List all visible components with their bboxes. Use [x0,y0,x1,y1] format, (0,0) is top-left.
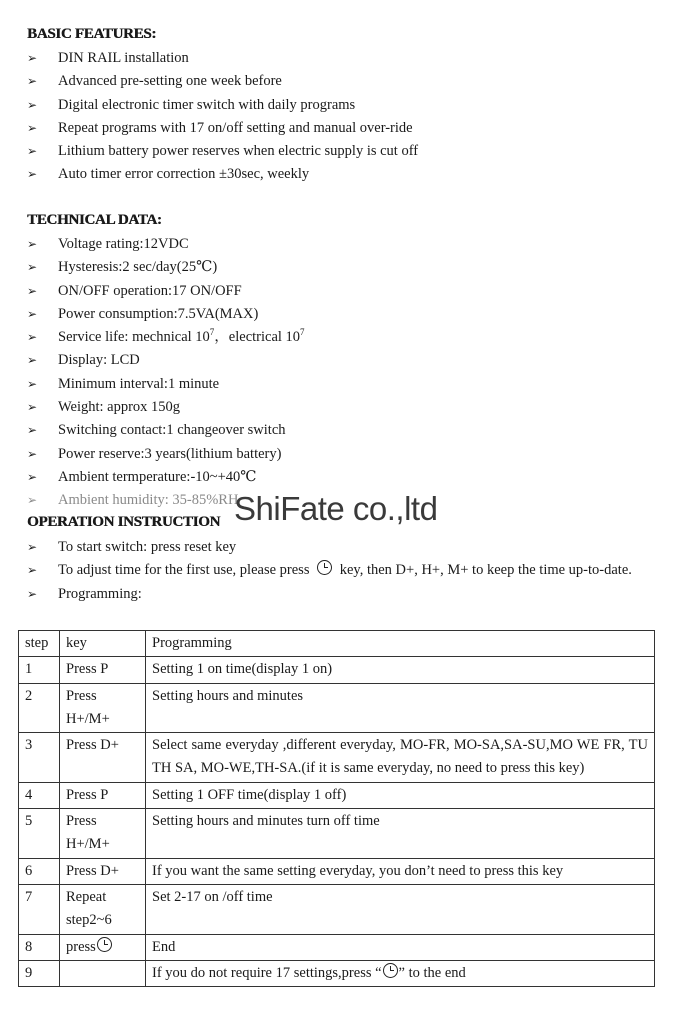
clock-icon [97,937,112,952]
list-item: ➢ Auto timer error correction ±30sec, weekly [27,163,657,186]
table-row: 4 Press P Setting 1 OFF time(display 1 off) [19,782,655,808]
clock-icon [383,963,398,978]
basic-features-heading: BASIC FEATURES: [27,26,156,42]
table-row: 8 press End [19,934,655,960]
table-row: 7 Repeat step2~6 Set 2-17 on /off time [19,884,655,934]
arrow-bullet-icon: ➢ [27,97,38,112]
list-item: ➢ Programming: [27,583,657,606]
technical-data-heading: TECHNICAL DATA: [27,212,162,228]
arrow-bullet-icon: ➢ [27,353,38,368]
table-row: 1 Press P Setting 1 on time(display 1 on) [19,657,655,683]
list-item: ➢ Lithium battery power reserves when electric supply is cut off [27,140,657,163]
arrow-bullet-icon: ➢ [27,144,38,159]
table-row: 2 Press H+/M+ Setting hours and minutes [19,683,655,733]
arrow-bullet-icon: ➢ [27,260,38,275]
list-item: ➢ Power reserve:3 years(lithium battery) [27,443,657,466]
list-item: ➢ Display: LCD [27,349,657,372]
list-item: ➢ Switching contact:1 changeover switch [27,419,657,442]
arrow-bullet-icon: ➢ [27,167,38,182]
list-item: ➢ Voltage rating:12VDC [27,233,657,256]
arrow-bullet-icon: ➢ [27,330,38,345]
list-item: ➢ To start switch: press reset key [27,536,657,559]
arrow-bullet-icon: ➢ [27,423,38,438]
operation-list [27,536,657,606]
list-item: ➢ DIN RAIL installation [27,47,657,70]
list-item: ➢ Digital electronic timer switch with daily programs [27,94,657,117]
table-row: 9 If you do not require 17 settings,press “ ” to the end [19,960,655,986]
table-header-row [19,631,655,657]
header-step: step [19,631,60,657]
technical-data-list [27,233,657,513]
list-item: ➢ ON/OFF operation:17 ON/OFF [27,280,657,303]
arrow-bullet-icon: ➢ [27,400,38,415]
list-item: ➢ Hysteresis:2 sec/day(25℃) [27,256,657,279]
arrow-bullet-icon: ➢ [27,446,38,461]
arrow-bullet-icon: ➢ [27,120,38,135]
header-programming: Programming [146,631,655,657]
arrow-bullet-icon: ➢ [27,237,38,251]
service-life-text: Service life: mechnical $10^7$，electrical $10^7$ [58,327,305,346]
arrow-bullet-icon: ➢ [27,493,38,508]
table-row: 5 Press H+/M+ Setting hours and minutes turn off time [19,809,655,859]
clock-icon [317,560,332,575]
watermark: ShiFate co.,ltd [234,490,438,527]
list-item: ➢ Power consumption:7.5VA(MAX) [27,303,657,326]
table-row: 3 Press D+ Select same everyday ,different everyday, MO-FR, MO-SA,SA-SU,MO WE FR, TU TH SA, MO-WE,TH-SA.(if it is same everyday, no need to press this key) [19,733,655,783]
basic-features-list [27,47,657,187]
arrow-bullet-icon: ➢ [27,283,38,298]
list-item: ➢ Ambient termperature:-10~+40℃ [27,466,657,489]
list-item: ➢ To adjust time for the first use, please press key, then D+, H+, M+ to keep the time up-to-date. [27,559,657,582]
list-item: ➢ Ambient humidity: 35-85%RH [27,489,657,512]
list-item: ➢ Advanced pre-setting one week before [27,70,657,93]
list-item: ➢ Weight: approx 150g [27,396,657,419]
table-row: 6 Press D+ If you want the same setting everyday, you don’t need to press this key [19,858,655,884]
arrow-bullet-icon: ➢ [27,74,38,89]
arrow-bullet-icon: ➢ [27,586,38,601]
programming-table [18,630,655,987]
arrow-bullet-icon: ➢ [27,540,38,554]
operation-instruction-heading: OPERATION INSTRUCTION [27,514,221,530]
list-item [27,326,657,349]
arrow-bullet-icon: ➢ [27,563,38,578]
arrow-bullet-icon: ➢ [27,306,38,321]
list-item: ➢ Minimum interval:1 minute [27,373,657,396]
arrow-bullet-icon: ➢ [27,51,38,65]
list-item: ➢ Repeat programs with 17 on/off setting and manual over-ride [27,117,657,140]
header-key: key [60,631,146,657]
arrow-bullet-icon: ➢ [27,376,38,391]
arrow-bullet-icon: ➢ [27,469,38,484]
